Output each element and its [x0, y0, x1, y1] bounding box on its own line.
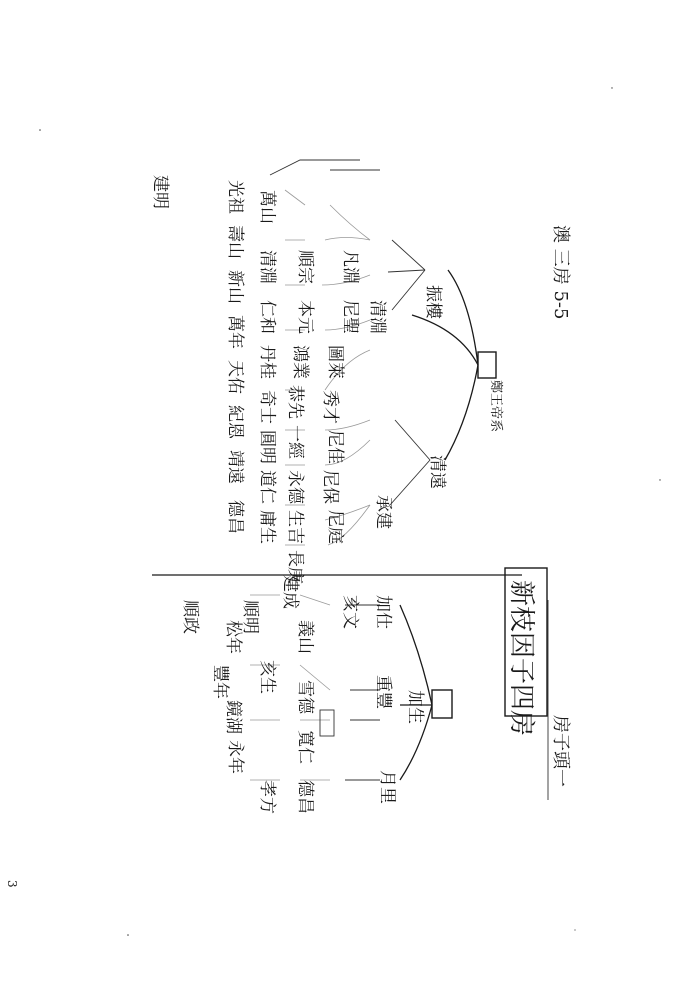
- right-root-1: 振樓: [423, 285, 443, 319]
- rt-node-7: 尼庭: [325, 510, 345, 544]
- rt-node-3: 圖萊: [325, 345, 345, 379]
- rt-node-2: 尼聖: [340, 300, 360, 334]
- rt-node-5: 尼佳: [325, 430, 345, 464]
- rt-node-0: 清淵: [367, 300, 387, 334]
- left-root-2: 重豐: [373, 675, 393, 709]
- rt-node-10: 鴻業: [290, 345, 310, 379]
- lt-node-7: 寬仁: [295, 730, 315, 764]
- rt-node-12: 一經: [285, 425, 305, 459]
- rt-node-22: 道仁: [257, 470, 277, 504]
- rt-node-23: 庸生: [257, 510, 277, 544]
- rt-node-1: 凡淵: [340, 250, 360, 284]
- margin-mark: 3: [5, 880, 19, 888]
- lt-node-0: 加仕: [373, 595, 393, 629]
- rt-node-14: 生吉: [285, 510, 305, 544]
- right-root-2: 清遠: [427, 455, 447, 489]
- lt-node-12: 德昌: [295, 780, 315, 814]
- rt-node-27: 萬年: [225, 315, 245, 349]
- rt-node-16: 萬山: [257, 190, 277, 224]
- lt-node-14: 順政: [180, 600, 200, 634]
- lt-node-1: 亥文: [340, 595, 360, 629]
- lt-node-4: 順明: [240, 600, 260, 634]
- left-section-subtitle: 房子頭一: [550, 715, 571, 787]
- rt-node-21: 圓明: [257, 430, 277, 464]
- lt-node-11: 永年: [225, 740, 245, 774]
- lt-node-3: 建成: [280, 575, 300, 609]
- right-root-3: 承建: [373, 495, 393, 529]
- top-note: 澳 三房 5-5: [550, 225, 571, 320]
- right-tree-nodes: [225, 180, 387, 584]
- rt-node-31: 德昌: [225, 500, 245, 534]
- lt-node-6: 雪德: [295, 680, 315, 714]
- rt-node-26: 新山: [225, 270, 245, 304]
- rt-node-29: 紀恩: [225, 405, 245, 439]
- lt-node-10: 亥生: [257, 660, 277, 694]
- left-tree-nodes: [180, 575, 393, 814]
- left-section-title: 新枝因子四房: [506, 580, 536, 737]
- rt-node-18: 仁和: [257, 300, 277, 334]
- rt-node-13: 永德: [285, 470, 305, 504]
- lt-node-5: 松年: [223, 620, 243, 654]
- scan-noise: [39, 87, 661, 936]
- left-root-3: 加生: [405, 690, 425, 724]
- rt-node-8: 順宗: [295, 250, 315, 284]
- rt-node-9: 本元: [295, 300, 315, 334]
- rt-node-28: 天佑: [225, 360, 245, 394]
- rt-node-11: 恭先: [285, 385, 305, 419]
- rt-node-15: 長庚: [285, 550, 305, 584]
- rt-node-6: 尼保: [320, 470, 340, 504]
- rt-node-4: 秀才: [320, 390, 340, 424]
- rt-node-24: 光祖: [225, 180, 245, 214]
- rt-node-20: 奇士: [257, 390, 277, 424]
- lt-node-13: 孝方: [257, 780, 277, 814]
- rt-node-25: 壽山: [225, 225, 245, 259]
- lt-node-2: 義山: [295, 620, 315, 654]
- lt-node-8: 豐年: [210, 665, 230, 699]
- rt-node-30: 靖遠: [225, 450, 245, 484]
- lt-node-9: 鏡湖: [223, 700, 243, 734]
- right-section-caption: 鄭王帝系: [488, 380, 503, 433]
- left-root-1: 月里: [377, 770, 397, 804]
- rt-node-17: 清淵: [257, 250, 277, 284]
- right-root-4: 建明: [150, 175, 170, 209]
- rt-node-19: 丹桂: [257, 345, 277, 379]
